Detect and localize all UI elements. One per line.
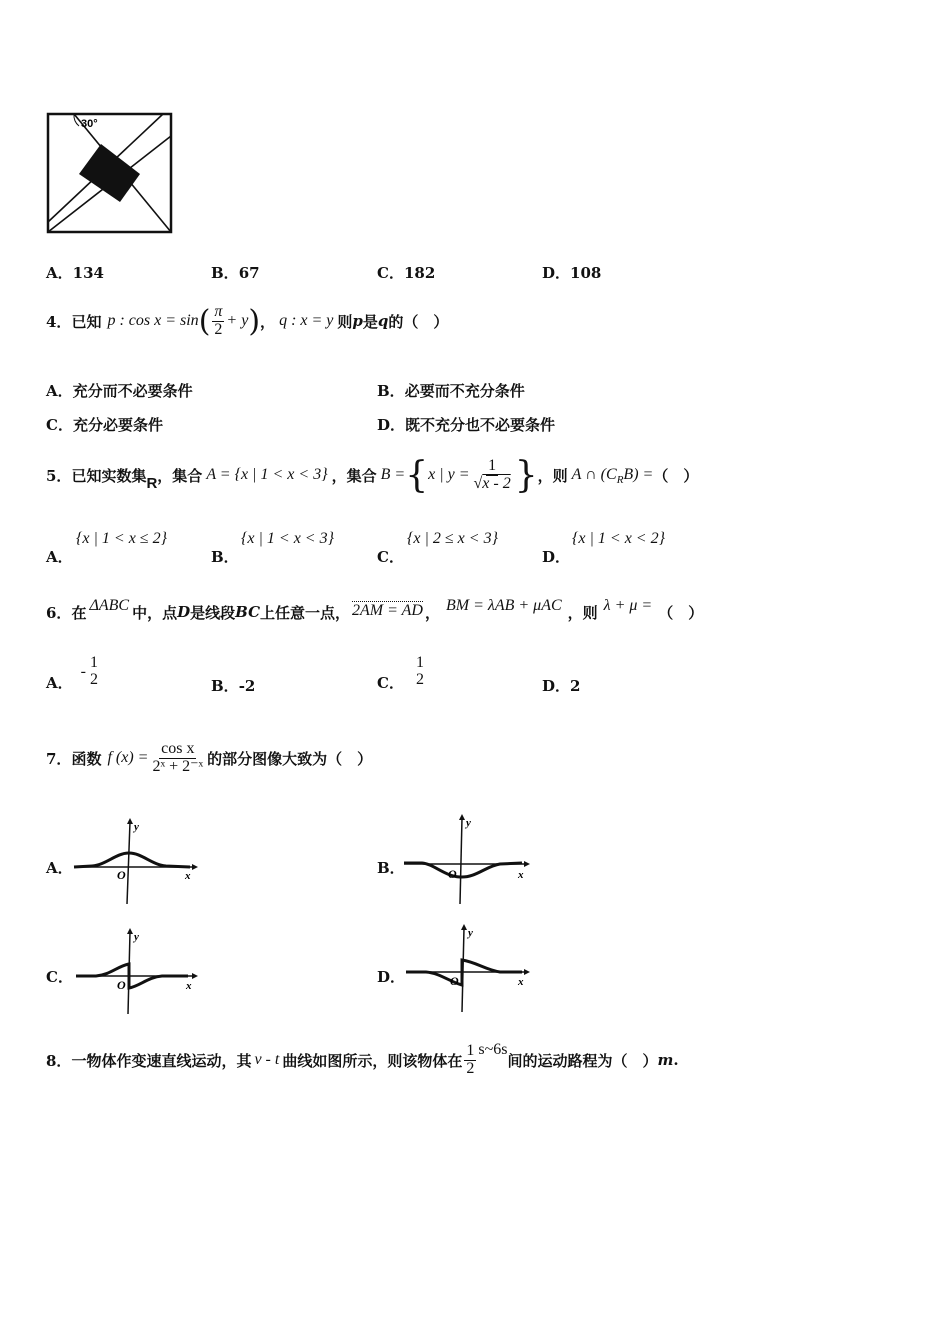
q7-option-d-label[interactable]: D． <box>377 968 406 986</box>
q4-option-b[interactable]: B．必要而不充分条件 <box>377 382 525 400</box>
q4-option-c[interactable]: C．充分必要条件 <box>46 416 163 434</box>
origin-label: O <box>448 867 457 881</box>
y-axis-label: y <box>134 821 139 833</box>
square-figure <box>46 112 174 234</box>
origin-label: O <box>450 974 459 988</box>
q7-option-b-label[interactable]: B． <box>377 859 405 877</box>
q7-option-c-label[interactable]: C． <box>46 968 73 986</box>
q4-option-d[interactable]: D．既不充分也不必要条件 <box>377 416 556 434</box>
q6-option-b[interactable]: B．-2 <box>211 677 256 695</box>
q7-graph-c[interactable] <box>76 926 201 1016</box>
q3-option-d[interactable]: D．108 <box>542 264 602 282</box>
origin-label: O <box>117 978 126 992</box>
q7-option-a-label[interactable]: A． <box>46 859 73 877</box>
angle-label: 30° <box>81 118 98 130</box>
q4-option-a[interactable]: A．充分而不必要条件 <box>46 382 193 400</box>
q6-option-a[interactable]: A． - 1 2 <box>46 654 98 692</box>
y-axis-label: y <box>134 931 139 943</box>
q3-option-c[interactable]: C．182 <box>377 264 436 282</box>
q7-stem: 7． 函数 f (x) = $\frac{\text{cos x}}{\text{2ˣ + 2⁻ˣ}}$ 的部分图像大致为（ ） <box>46 739 373 775</box>
y-axis-label: y <box>466 817 471 829</box>
x-axis-label: x <box>186 980 192 992</box>
y-axis-label: y <box>468 927 473 939</box>
q3-option-a[interactable]: A．134 <box>46 264 104 282</box>
x-axis-label: x <box>518 869 524 881</box>
q8-fraction: $\frac{1}{2}$ <box>466 1041 475 1077</box>
q6-stem: 6． 在 ΔABC 中，点 D 是线段 BC 上任意一点， 2AM = AD ， BM = λAB + μAC ，则 λ + μ = （ ） <box>46 597 704 622</box>
x-axis-label: x <box>518 976 524 988</box>
q8-stem: 8． 一物体作变速直线运动，其 v - t 曲线如图所示，则该物体在 $\frac{1}{2}$ s~6s 间的运动路程为（ ） m . <box>46 1041 679 1077</box>
q7-fraction: $\frac{\text{cos x}}{\text{2ˣ + 2⁻ˣ}}$ <box>152 739 204 775</box>
q6-option-d[interactable]: D．2 <box>542 677 581 695</box>
origin-label: O <box>117 868 126 882</box>
x-axis-label: x <box>185 870 191 882</box>
q4-stem: 4． 已知 p : cos x = sin ( $\frac{\pi}{2}$ + y ) ， q : x = y 则 p 是 q 的（ ） <box>46 302 449 339</box>
q5-stem: 5． 已知实数集 R ，集合 A = {x | 1 < x < 3} ，集合 B = { x | y = $\frac{1}{√x - 2}$ } ，则 A ∩ (C R B) = （ ） <box>46 454 699 496</box>
q6-option-c[interactable]: C． 1 2 <box>377 654 424 692</box>
q5-fraction: $\frac{1}{√x - 2}$ <box>473 456 511 492</box>
q4-fraction: $\frac{\pi}{2}$ <box>214 302 223 338</box>
q7-graph-d[interactable] <box>406 922 534 1014</box>
q3-option-b[interactable]: B．67 <box>211 264 260 282</box>
q7-graph-a[interactable] <box>74 818 199 906</box>
q7-graph-b[interactable] <box>404 814 532 906</box>
